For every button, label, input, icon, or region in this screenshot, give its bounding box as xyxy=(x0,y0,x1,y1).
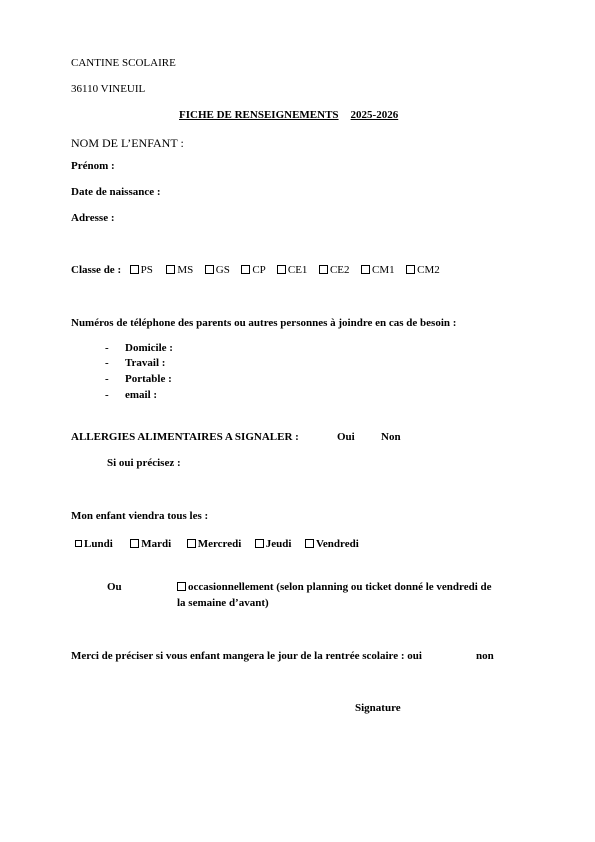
checkbox-icon[interactable] xyxy=(406,265,415,274)
day-option-thursday[interactable]: Jeudi xyxy=(255,538,292,550)
bullet: - xyxy=(105,389,109,401)
org-name: CANTINE SCOLAIRE xyxy=(71,57,176,69)
day-option-friday[interactable]: Vendredi xyxy=(305,538,359,550)
checkbox-icon[interactable] xyxy=(255,539,264,548)
class-option-cm2[interactable]: CM2 xyxy=(406,264,440,276)
class-option-gs[interactable]: GS xyxy=(205,264,230,276)
allergies-no[interactable]: Non xyxy=(381,431,401,443)
occasional-line2: la semaine d’avant) xyxy=(177,597,269,609)
class-option-cp[interactable]: CP xyxy=(241,264,265,276)
class-option-cm1[interactable]: CM1 xyxy=(361,264,395,276)
form-title xyxy=(179,109,398,121)
first-day-no[interactable]: non xyxy=(476,650,494,662)
checkbox-icon[interactable] xyxy=(241,265,250,274)
first-day-question: Merci de préciser si vous enfant mangera le jour de la rentrée scolaire : oui xyxy=(71,650,422,662)
occasional-line1: occasionnellement (selon planning ou ticket donné le vendredi de xyxy=(188,581,492,593)
class-option-ce2[interactable]: CE2 xyxy=(319,264,350,276)
day-option-wednesday[interactable]: Mercredi xyxy=(187,538,242,550)
occasional-option[interactable] xyxy=(177,581,492,593)
checkbox-icon[interactable] xyxy=(177,582,186,591)
bullet: - xyxy=(105,357,109,369)
class-option-ce1[interactable]: CE1 xyxy=(277,264,308,276)
checkbox-icon[interactable] xyxy=(130,539,139,548)
checkbox-icon[interactable] xyxy=(166,265,175,274)
allergies-specify-label: Si oui précisez : xyxy=(107,457,181,469)
form-title-text: FICHE DE RENSEIGNEMENTS xyxy=(179,109,339,121)
phone-item-mobile: - Portable : xyxy=(105,373,172,385)
checkbox-icon[interactable] xyxy=(319,265,328,274)
address-label: Adresse : xyxy=(71,212,115,224)
day-option-monday[interactable]: Lundi xyxy=(75,538,113,550)
class-label: Classe de : xyxy=(71,264,122,276)
phone-item-email: - email : xyxy=(105,389,158,401)
first-name-label: Prénom : xyxy=(71,160,115,172)
class-row xyxy=(71,264,440,276)
phone-item-home: - Domicile : xyxy=(105,342,173,354)
checkbox-icon[interactable] xyxy=(305,539,314,548)
phones-heading: Numéros de téléphone des parents ou autres personnes à joindre en cas de besoin : xyxy=(71,317,457,329)
checkbox-icon[interactable] xyxy=(277,265,286,274)
days-row xyxy=(75,538,359,550)
or-label: Ou xyxy=(107,581,122,593)
checkbox-icon[interactable] xyxy=(361,265,370,274)
phone-item-work: - Travail : xyxy=(105,357,166,369)
class-option-ps[interactable]: PS xyxy=(130,264,153,276)
bullet: - xyxy=(105,373,109,385)
days-heading: Mon enfant viendra tous les : xyxy=(71,510,209,522)
checkbox-icon[interactable] xyxy=(130,265,139,274)
birth-date-label: Date de naissance : xyxy=(71,186,161,198)
checkbox-icon[interactable] xyxy=(187,539,196,548)
school-year: 2025-2026 xyxy=(350,109,399,121)
day-option-tuesday[interactable]: Mardi xyxy=(130,538,171,550)
child-name-label: NOM DE L’ENFANT : xyxy=(71,136,184,150)
checkbox-icon[interactable] xyxy=(205,265,214,274)
bullet: - xyxy=(105,342,109,354)
allergies-label: ALLERGIES ALIMENTAIRES A SIGNALER : xyxy=(71,431,299,443)
allergies-yes[interactable]: Oui xyxy=(337,431,355,443)
org-address: 36110 VINEUIL xyxy=(71,83,146,95)
signature-label: Signature xyxy=(355,702,401,714)
checkbox-icon[interactable] xyxy=(75,540,82,547)
class-option-ms[interactable]: MS xyxy=(166,264,193,276)
